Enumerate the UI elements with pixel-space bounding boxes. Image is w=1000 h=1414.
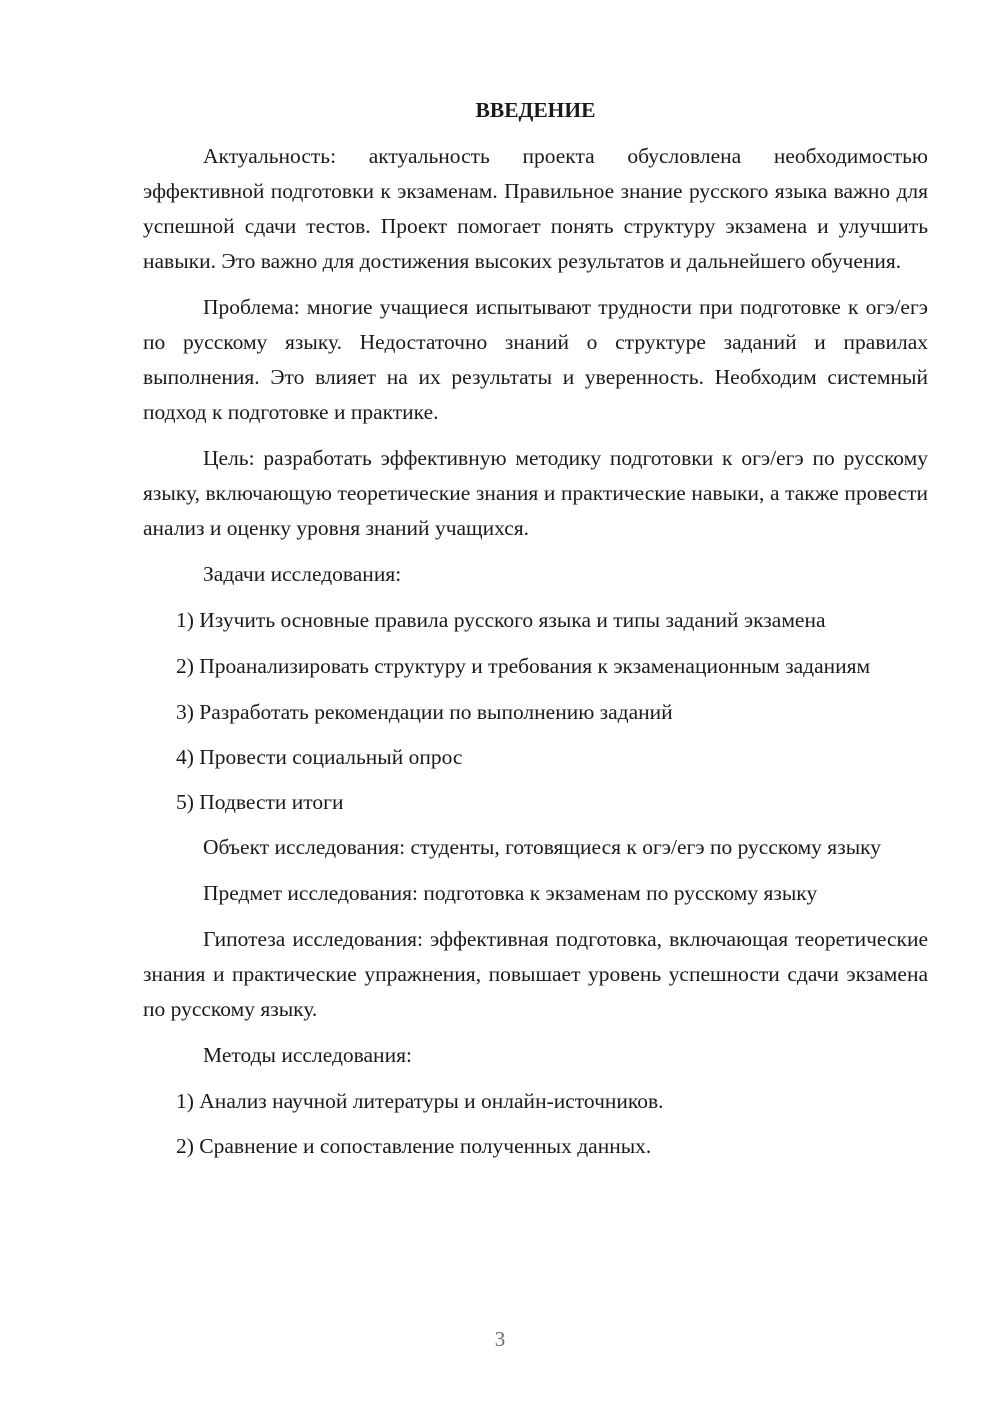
task-item-1: 1) Изучить основные правила русского языка и типы заданий экзамена <box>176 608 826 632</box>
method-item-2: 2) Сравнение и сопоставление полученных данных. <box>176 1134 652 1158</box>
task-item-5: 5) Подвести итоги <box>176 790 344 814</box>
methods-heading: Методы исследования: <box>203 1043 412 1067</box>
section-title: ВВЕДЕНИЕ <box>475 98 596 122</box>
relevance-paragraph: Актуальность: актуальность проекта обусловлена необходимостью эффективной подготовки к экзаменам. Правильное знание русского языка важно для успешной сдачи тестов. Проект помогает понять структуру экзамена и улучшить навыки. Это важно для достижения высоких результатов и дальнейшего обучения. <box>143 144 928 273</box>
document-page <box>143 94 928 1174</box>
page-number: 3 <box>494 1327 506 1351</box>
task-item-4: 4) Провести социальный опрос <box>176 745 463 769</box>
task-item-2: 2) Проанализировать структуру и требования к экзаменационным заданиям <box>176 654 871 678</box>
method-item-1: 1) Анализ научной литературы и онлайн-источников. <box>176 1089 664 1113</box>
problem-paragraph: Проблема: многие учащиеся испытывают трудности при подготовке к огэ/егэ по русскому языку. Недостаточно знаний о структуре заданий и правилах выполнения. Это влияет на их результаты и уверенность. Необходим системный подход к подготовке и практике. <box>143 295 928 424</box>
task-item-3: 3) Разработать рекомендации по выполнению заданий <box>176 700 673 724</box>
hypothesis-paragraph: Гипотеза исследования: эффективная подготовка, включающая теоретические знания и практические упражнения, повышает уровень успешности сдачи экзамена по русскому языку. <box>143 927 928 1021</box>
research-object-paragraph: Объект исследования: студенты, готовящиеся к огэ/егэ по русскому языку <box>203 835 882 859</box>
research-subject-paragraph: Предмет исследования: подготовка к экзаменам по русскому языку <box>203 881 818 905</box>
goal-paragraph: Цель: разработать эффективную методику подготовки к огэ/егэ по русскому языку, включающую теоретические знания и практические навыки, а также провести анализ и оценку уровня знаний учащихся. <box>143 446 928 540</box>
tasks-heading: Задачи исследования: <box>203 562 402 586</box>
